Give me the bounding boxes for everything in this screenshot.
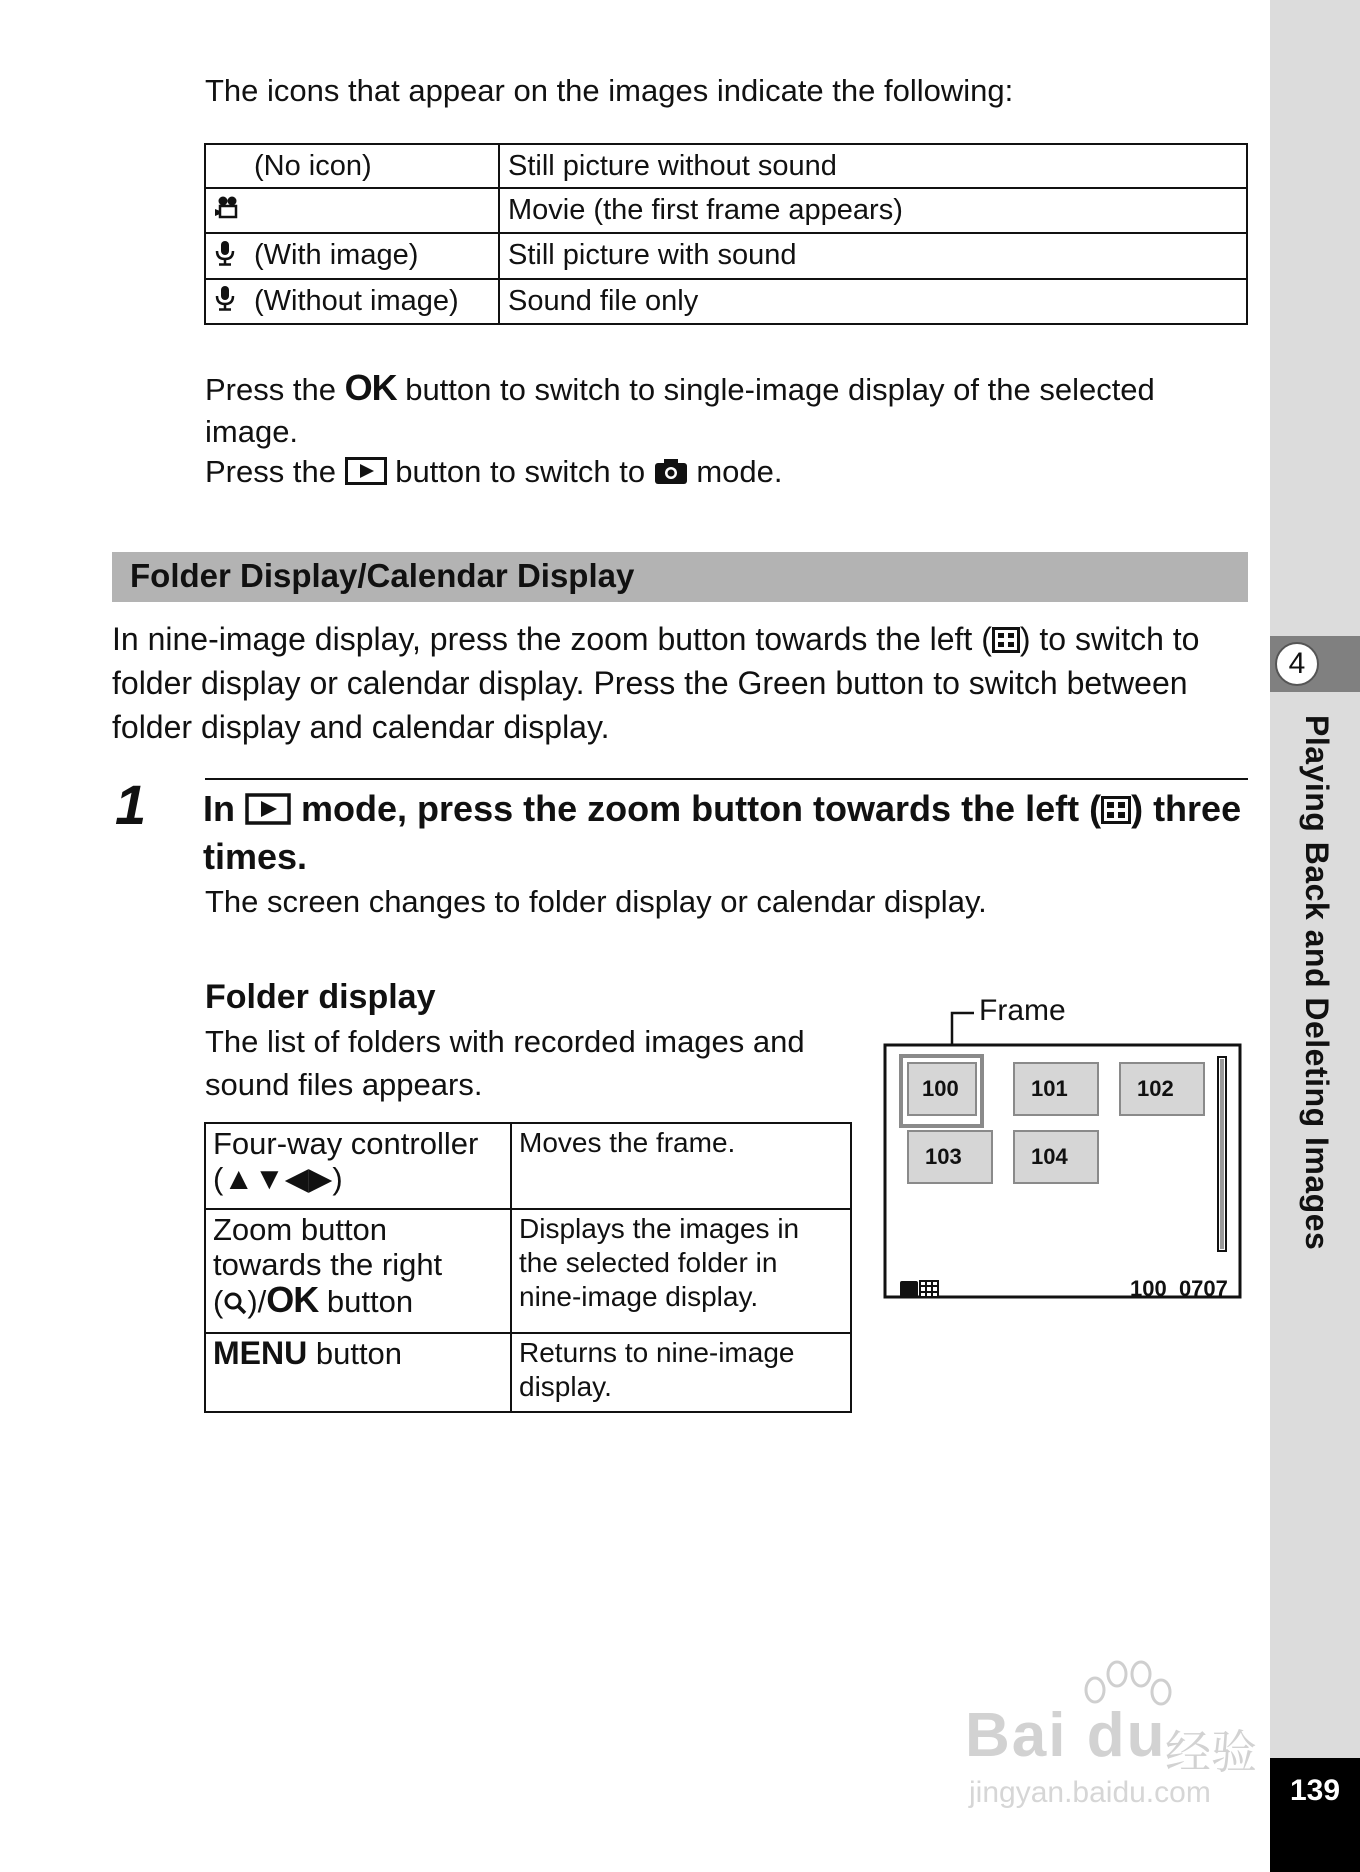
control-action: Displays the images in the selected folder in nine-image display. — [511, 1209, 851, 1333]
table-row — [205, 233, 1247, 278]
thumbnail-zoom-icon — [1101, 788, 1131, 829]
scrollbar-thumb — [1220, 1059, 1224, 1249]
table-row — [205, 1123, 851, 1209]
icon-desc: Still picture without sound — [499, 144, 1247, 188]
ok-button-glyph: OK — [266, 1279, 319, 1320]
section-body: In nine-image display, press the zoom button towards the left ( ) to switch to folder display or calendar display. Press the Green button to switch between folder display and calendar display. — [112, 621, 1200, 745]
mic-icon — [214, 238, 254, 276]
table-row — [205, 188, 1247, 233]
watermark-cn: 经验 — [1165, 1726, 1257, 1778]
step-body: The screen changes to folder display or calendar display. — [205, 884, 987, 919]
table-row: Zoom button towards the right ( )/OK button Displays the images in the selected folder in nine-image display. — [205, 1209, 851, 1333]
frame-callout-label: Frame — [979, 994, 1066, 1027]
table-row — [205, 279, 1247, 324]
menu-button-glyph: MENU — [213, 1335, 308, 1371]
control-action: Returns to nine-image display. — [511, 1333, 851, 1412]
folder-104 — [1014, 1131, 1098, 1183]
thumbnail-zoom-icon — [992, 621, 1020, 657]
mic-icon — [214, 283, 254, 321]
section-title: Folder Display/Calendar Display — [130, 557, 635, 594]
svg-text:101: 101 — [1031, 1076, 1068, 1101]
icon-desc: Sound file only — [499, 279, 1247, 324]
svg-text:103: 103 — [925, 1144, 962, 1169]
chapter-number: 4 — [1275, 642, 1319, 686]
intro-text: The icons that appear on the images indicate the following: — [205, 73, 1014, 108]
folder-101 — [1014, 1063, 1098, 1115]
step-title: In mode, press the zoom button towards the left ( ) three times. — [203, 788, 1242, 877]
page-number: 139 — [1289, 1774, 1341, 1807]
folder-display-body: The list of folders with recorded images and sound files appears. — [205, 1024, 805, 1102]
folder-status: 100_0707 — [1130, 1276, 1228, 1301]
icon-table — [204, 143, 1248, 325]
watermark-brand: Bai du — [965, 1701, 1167, 1770]
movie-icon — [214, 192, 254, 230]
step-number: 1 — [115, 773, 147, 836]
playback-icon — [345, 454, 387, 489]
svg-text:100: 100 — [922, 1076, 959, 1101]
chapter-title: Playing Back and Deleting Images — [1299, 715, 1335, 1251]
icon-label: (Without image) — [254, 284, 459, 317]
svg-text:104: 104 — [1031, 1144, 1068, 1169]
folder-display-heading: Folder display — [205, 978, 436, 1016]
table-row — [205, 144, 1247, 188]
step-rule — [205, 778, 1248, 780]
display-mode-icon — [900, 1281, 938, 1297]
control-key: Zoom button towards the right — [213, 1212, 443, 1282]
icon-desc: Movie (the first frame appears) — [499, 188, 1247, 233]
control-key: Four-way controller — [213, 1126, 479, 1161]
icon-desc: Still picture with sound — [499, 233, 1247, 278]
icon-label: (With image) — [254, 239, 419, 272]
press-ok-text: Press the OK button to switch to single-image display of the selected image. — [205, 367, 1155, 449]
playback-icon — [245, 788, 291, 829]
watermark-url: jingyan.baidu.com — [969, 1776, 1211, 1809]
control-key-arrows: (▲▼◀▶) — [213, 1161, 343, 1196]
icon-label: (No icon) — [254, 150, 372, 182]
press-play-text: Press the button to switch to mode. — [205, 454, 783, 489]
svg-text:102: 102 — [1137, 1076, 1174, 1101]
folder-103 — [908, 1131, 992, 1183]
folder-100 — [908, 1063, 976, 1115]
folder-display-diagram — [880, 985, 1250, 1315]
ok-button-glyph: OK — [344, 367, 397, 408]
control-action: Moves the frame. — [511, 1123, 851, 1209]
controls-table — [204, 1122, 852, 1413]
table-row: MENU button Returns to nine-image display. — [205, 1333, 851, 1412]
folder-102 — [1120, 1063, 1204, 1115]
magnify-icon — [223, 1284, 247, 1319]
camera-icon — [654, 454, 688, 489]
baidu-watermark — [965, 1660, 1270, 1820]
